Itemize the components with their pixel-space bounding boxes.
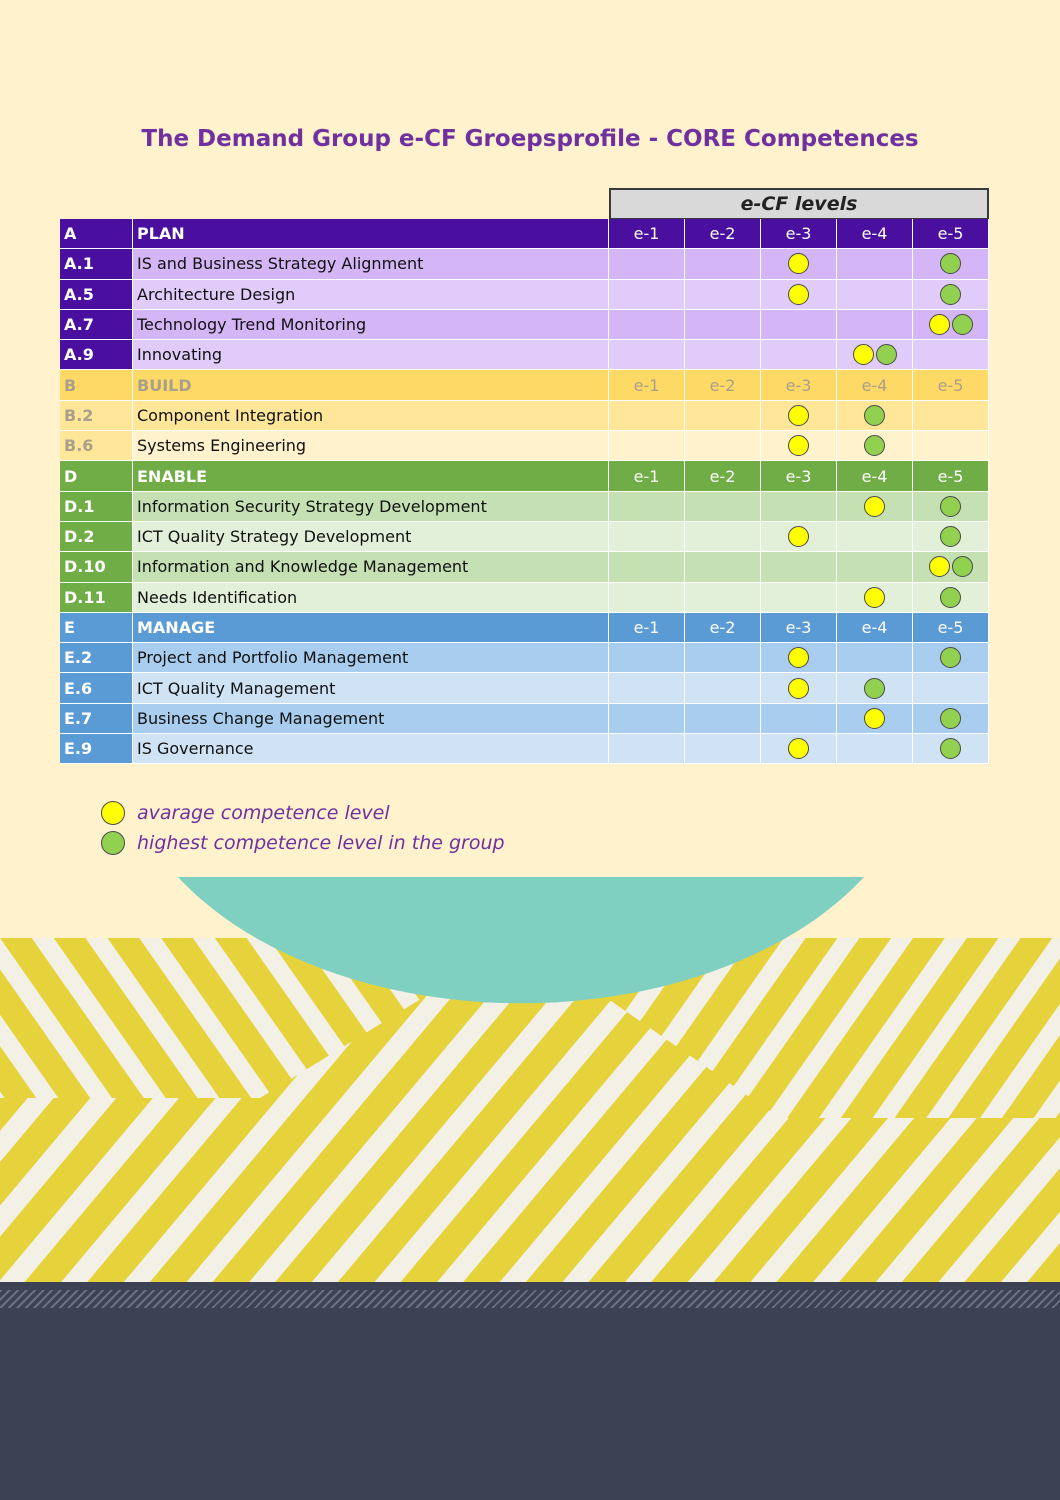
green-dot-icon: [940, 738, 961, 759]
level-cell-e-5: [913, 704, 989, 733]
competence-name: Component Integration: [133, 401, 609, 430]
level-cell-e-1: [609, 492, 685, 521]
competence-row: [60, 583, 989, 613]
competence-name: Project and Portfolio Management: [133, 643, 609, 672]
section-header-plan: [60, 219, 989, 249]
competence-name: Architecture Design: [133, 280, 609, 309]
level-cell-e-1: [609, 340, 685, 369]
section-code: A: [60, 219, 133, 248]
level-header-e-3: e-3: [761, 461, 837, 490]
competence-code: D.10: [60, 552, 133, 581]
level-cell-e-1: [609, 643, 685, 672]
level-header-e-4: e-4: [837, 370, 913, 399]
competence-name: Information and Knowledge Management: [133, 552, 609, 581]
level-cell-e-2: [685, 492, 761, 521]
green-dot-icon: [876, 344, 897, 365]
level-cell-e-1: [609, 552, 685, 581]
level-cell-e-3: [761, 734, 837, 763]
level-cell-e-5: [913, 583, 989, 612]
level-cell-e-4: [837, 704, 913, 733]
yellow-dot-icon: [864, 708, 885, 729]
yellow-dot-icon: [788, 253, 809, 274]
competence-row: [60, 673, 989, 703]
competence-code: D.1: [60, 492, 133, 521]
level-cell-e-5: [913, 673, 989, 702]
level-cell-e-4: [837, 401, 913, 430]
page-title: The Demand Group e-CF Groepsprofile - CORE Competences: [141, 126, 919, 152]
level-cell-e-4: [837, 673, 913, 702]
yellow-dot-icon: [864, 587, 885, 608]
competence-row: [60, 704, 989, 734]
level-cell-e-2: [685, 583, 761, 612]
level-cell-e-3: [761, 522, 837, 551]
competence-name: ICT Quality Management: [133, 673, 609, 702]
green-dot-icon: [952, 314, 973, 335]
level-header-e-5: e-5: [913, 219, 989, 248]
competence-code: E.7: [60, 704, 133, 733]
competence-code: E.9: [60, 734, 133, 763]
competence-code: D.2: [60, 522, 133, 551]
yellow-dot-icon: [101, 801, 125, 825]
yellow-dot-icon: [788, 738, 809, 759]
level-cell-e-5: [913, 401, 989, 430]
level-header-e-3: e-3: [761, 219, 837, 248]
level-cell-e-1: [609, 583, 685, 612]
level-cell-e-2: [685, 522, 761, 551]
section-code: B: [60, 370, 133, 399]
level-cell-e-4: [837, 552, 913, 581]
ecf-levels-header: e-CF levels: [609, 188, 989, 220]
competence-name: Information Security Strategy Development: [133, 492, 609, 521]
level-cell-e-4: [837, 492, 913, 521]
green-dot-icon: [940, 526, 961, 547]
level-cell-e-3: [761, 704, 837, 733]
green-dot-icon: [952, 556, 973, 577]
competence-row: [60, 340, 989, 370]
competence-code: A.1: [60, 249, 133, 278]
level-cell-e-1: [609, 704, 685, 733]
level-cell-e-2: [685, 249, 761, 278]
level-cell-e-1: [609, 431, 685, 460]
level-header-e-1: e-1: [609, 219, 685, 248]
level-cell-e-3: [761, 340, 837, 369]
level-cell-e-5: [913, 522, 989, 551]
level-header-e-4: e-4: [837, 219, 913, 248]
competence-code: A.7: [60, 310, 133, 339]
green-dot-icon: [101, 831, 125, 855]
competence-code: E.6: [60, 673, 133, 702]
level-cell-e-2: [685, 734, 761, 763]
level-header-e-3: e-3: [761, 370, 837, 399]
green-dot-icon: [864, 435, 885, 456]
legend-item-average: [100, 798, 505, 828]
level-cell-e-5: [913, 734, 989, 763]
level-cell-e-5: [913, 310, 989, 339]
competence-row: [60, 249, 989, 279]
level-cell-e-5: [913, 643, 989, 672]
competence-row: [60, 643, 989, 673]
green-dot-icon: [864, 405, 885, 426]
level-cell-e-4: [837, 522, 913, 551]
yellow-dot-icon: [864, 496, 885, 517]
green-dot-icon: [940, 496, 961, 517]
level-cell-e-2: [685, 340, 761, 369]
level-cell-e-5: [913, 280, 989, 309]
level-cell-e-2: [685, 552, 761, 581]
footer-band: [0, 1282, 1060, 1500]
level-header-e-5: e-5: [913, 613, 989, 642]
competence-name: Needs Identification: [133, 583, 609, 612]
green-dot-icon: [940, 253, 961, 274]
level-cell-e-3: [761, 673, 837, 702]
competence-table: [60, 219, 989, 764]
section-name: ENABLE: [133, 461, 609, 490]
competence-code: A.9: [60, 340, 133, 369]
level-header-e-3: e-3: [761, 613, 837, 642]
level-cell-e-3: [761, 310, 837, 339]
competence-code: B.6: [60, 431, 133, 460]
competence-name: IS and Business Strategy Alignment: [133, 249, 609, 278]
level-cell-e-4: [837, 643, 913, 672]
level-cell-e-3: [761, 431, 837, 460]
competence-row: [60, 280, 989, 310]
level-cell-e-4: [837, 583, 913, 612]
level-cell-e-5: [913, 552, 989, 581]
level-cell-e-2: [685, 673, 761, 702]
legend-average-label: avarage competence level: [137, 802, 390, 824]
level-header-e-1: e-1: [609, 461, 685, 490]
green-dot-icon: [940, 284, 961, 305]
green-dot-icon: [940, 647, 961, 668]
level-cell-e-2: [685, 431, 761, 460]
competence-name: Innovating: [133, 340, 609, 369]
section-header-enable: [60, 461, 989, 491]
level-cell-e-1: [609, 673, 685, 702]
level-cell-e-4: [837, 431, 913, 460]
competence-row: [60, 401, 989, 431]
level-header-e-2: e-2: [685, 219, 761, 248]
competence-row: [60, 310, 989, 340]
competence-row: [60, 522, 989, 552]
level-cell-e-5: [913, 492, 989, 521]
section-code: D: [60, 461, 133, 490]
legend-item-highest: [100, 828, 505, 858]
level-cell-e-3: [761, 643, 837, 672]
level-header-e-4: e-4: [837, 613, 913, 642]
level-cell-e-2: [685, 310, 761, 339]
competence-name: Technology Trend Monitoring: [133, 310, 609, 339]
level-cell-e-2: [685, 704, 761, 733]
level-cell-e-1: [609, 401, 685, 430]
competence-code: E.2: [60, 643, 133, 672]
green-dot-icon: [940, 587, 961, 608]
level-header-e-5: e-5: [913, 461, 989, 490]
level-header-e-2: e-2: [685, 461, 761, 490]
legend-highest-label: highest competence level in the group: [137, 832, 505, 854]
section-code: E: [60, 613, 133, 642]
competence-name: Business Change Management: [133, 704, 609, 733]
level-header-e-2: e-2: [685, 370, 761, 399]
level-header-e-5: e-5: [913, 370, 989, 399]
level-cell-e-3: [761, 401, 837, 430]
level-cell-e-1: [609, 734, 685, 763]
level-cell-e-5: [913, 340, 989, 369]
level-cell-e-5: [913, 249, 989, 278]
level-cell-e-5: [913, 431, 989, 460]
level-cell-e-4: [837, 310, 913, 339]
yellow-dot-icon: [788, 647, 809, 668]
section-header-manage: [60, 613, 989, 643]
yellow-dot-icon: [788, 526, 809, 547]
green-dot-icon: [864, 678, 885, 699]
section-name: MANAGE: [133, 613, 609, 642]
level-cell-e-4: [837, 340, 913, 369]
level-cell-e-1: [609, 249, 685, 278]
level-header-e-4: e-4: [837, 461, 913, 490]
level-cell-e-3: [761, 552, 837, 581]
level-cell-e-2: [685, 401, 761, 430]
yellow-dot-icon: [788, 284, 809, 305]
level-header-e-1: e-1: [609, 370, 685, 399]
competence-code: D.11: [60, 583, 133, 612]
legend: [100, 798, 505, 858]
competence-row: [60, 492, 989, 522]
teal-semicircle: [178, 877, 866, 1057]
level-cell-e-1: [609, 522, 685, 551]
section-name: BUILD: [133, 370, 609, 399]
yellow-dot-icon: [929, 556, 950, 577]
level-header-e-1: e-1: [609, 613, 685, 642]
level-cell-e-3: [761, 249, 837, 278]
competence-row: [60, 734, 989, 764]
level-cell-e-2: [685, 643, 761, 672]
level-cell-e-4: [837, 734, 913, 763]
level-cell-e-3: [761, 583, 837, 612]
yellow-dot-icon: [788, 435, 809, 456]
level-cell-e-2: [685, 280, 761, 309]
competence-code: B.2: [60, 401, 133, 430]
level-cell-e-1: [609, 280, 685, 309]
level-header-e-2: e-2: [685, 613, 761, 642]
competence-name: Systems Engineering: [133, 431, 609, 460]
footer-stripe: [0, 1290, 1060, 1308]
level-cell-e-1: [609, 310, 685, 339]
yellow-dot-icon: [853, 344, 874, 365]
section-name: PLAN: [133, 219, 609, 248]
yellow-dot-icon: [788, 678, 809, 699]
level-cell-e-3: [761, 492, 837, 521]
yellow-dot-icon: [788, 405, 809, 426]
level-cell-e-3: [761, 280, 837, 309]
competence-name: IS Governance: [133, 734, 609, 763]
competence-row: [60, 552, 989, 582]
competence-name: ICT Quality Strategy Development: [133, 522, 609, 551]
yellow-dot-icon: [929, 314, 950, 335]
section-header-build: [60, 370, 989, 400]
level-cell-e-4: [837, 280, 913, 309]
competence-code: A.5: [60, 280, 133, 309]
level-cell-e-4: [837, 249, 913, 278]
competence-row: [60, 431, 989, 461]
green-dot-icon: [940, 708, 961, 729]
